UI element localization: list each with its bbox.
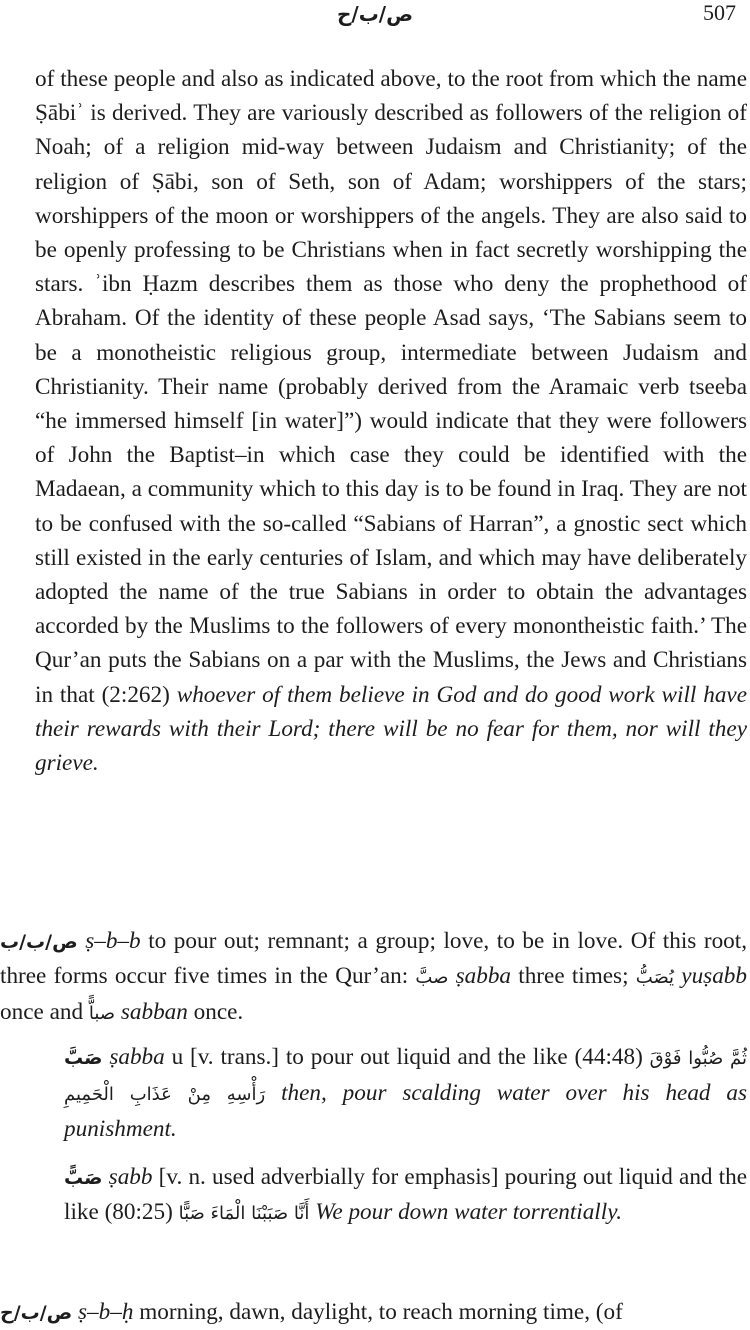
subentry-sabba xyxy=(64,1040,747,1146)
headword-arabic: صَبَّ xyxy=(64,1047,103,1069)
headword-translit: ṣabba xyxy=(109,1044,165,1070)
quran-arabic-quote: ثُمَّ صُبُّوا فَوْقَ رَأْسِهِ مِنْ عَذَابِ الْحَمِيمِ xyxy=(64,1048,748,1105)
page-header xyxy=(0,0,750,40)
page-number: 507 xyxy=(703,0,736,25)
root-arabic: ص/ب/ح xyxy=(0,1302,73,1324)
entry-s-b-h xyxy=(0,1295,747,1330)
headword-grammar: u [v. trans.] to pour out liquid and the like (44:48) xyxy=(171,1044,643,1070)
quran-translation: then, pour scalding water over his head as punishment. xyxy=(64,1080,747,1142)
form1-count: three times; xyxy=(518,963,629,989)
root-definition: morning, dawn, daylight, to reach morning time, (of xyxy=(139,1299,623,1325)
paragraph-text: of these people and also as indicated above, to the root from which the name Ṣābiʾ is derived. They are variously described as followers of the religion of Noah; of a religion mid-way between Judaism and Christianity; of the religion of Ṣābi, son of Seth, son of Adam; worshippers of the stars; worshippers of the moon or worshippers of the angels. They are also said to be openly professing to be Christians when in fact secretly worshipping the stars. ʾibn Ḥazm describes them as those who deny the prophethood of Abraham. Of the identity of these people Asad says, ‘The Sabians seem to be a monotheistic religious group, intermediate between Judaism and Christianity. Their name (probably derived from the Aramaic verb tseeba “he immersed himself [in water]”) would indicate that they were followers of John the Baptist–in which case they could be identified with the Madaean, a community which to this day is to be found in Iraq. They are not to be confused with the so-called “Sabians of Harran”, a gnostic sect which still existed in the early centuries of Islam, and which may have deliberately adopted the name of the true Sabians in order to obtain the advantages accorded by the Muslims to the followers of every monontheistic faith.’ The Qur’an puts the Sabians on a par with the Muslims, the Jews and Christians in that (2:262) xyxy=(35,66,747,708)
headword-arabic: صَبًّ xyxy=(64,1167,103,1189)
form2-translit: yuṣabb xyxy=(681,963,747,989)
quran-quote: whoever of them believe in God and do good work will have their rewards with their Lord; there will be no fear for them, nor will they grieve. xyxy=(35,681,748,777)
root-transliteration: ṣ–b–ḥ xyxy=(78,1299,134,1325)
quran-arabic-quote: أَنَّا صَبَبْنَا الْمَاءَ صَبًّا xyxy=(178,1203,310,1224)
form2-arabic: يُصَبُّ xyxy=(635,967,675,988)
root-definition: to pour out; remnant; a group; love, to be in love. Of this root, three forms occur five times in the Qur’an: xyxy=(0,928,748,989)
entry-s-b-b xyxy=(0,924,748,1031)
headword-translit: ṣabb xyxy=(108,1164,153,1190)
continued-paragraph xyxy=(35,62,747,780)
form2-count: once and xyxy=(0,999,84,1025)
running-head: ص/ب/ح xyxy=(336,2,414,26)
headword-grammar: [v. n. used adverbially for emphasis] pouring out liquid and the like (80:25) xyxy=(64,1164,748,1225)
form1-translit: ṣabba xyxy=(455,963,512,989)
form3-arabic: صباًّ xyxy=(88,1003,116,1024)
form3-translit: sabban xyxy=(120,999,188,1025)
subentry-sabb xyxy=(64,1160,747,1231)
root-arabic: ص/ب/ب xyxy=(0,931,78,953)
form3-count: once. xyxy=(193,999,244,1025)
quran-translation: We pour down water torrentially. xyxy=(315,1199,623,1225)
form1-arabic: صبَّ xyxy=(415,967,449,988)
root-transliteration: ṣ–b–b xyxy=(85,928,141,954)
